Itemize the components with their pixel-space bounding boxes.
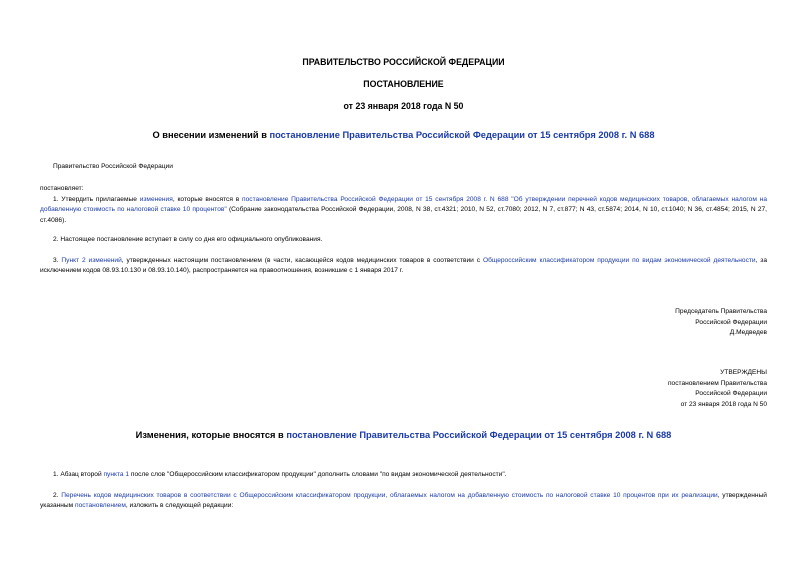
point-2-changes-link[interactable]: Пункт 2 изменений [61,257,122,264]
change-2-text-c: , изложить в следующей редакции: [125,502,234,510]
signature-org: Российской Федерации [695,318,767,326]
paragraph-3 [40,256,767,277]
document-date: от 23 января 2018 года N 50 [343,101,464,111]
paragraph-3-text-b: , утвержденных настоящим постановлением (в части, касающейся кодов медицинских товаров в соответствии с [121,257,483,264]
approval-block [668,368,767,410]
point-1-link[interactable]: пункта 1 [103,471,130,478]
change-2-text-a: 2. [53,492,62,499]
paragraph-2: 2. Настоящее постановление вступает в силу со дня его официального опубликования. [53,236,323,243]
document-type-heading: ПОСТАНОВЛЕНИЕ [363,79,444,89]
changes-title [0,430,807,440]
classifier-link[interactable]: Общероссийским классификатором продукции по видам экономической деятельности [482,257,756,264]
codes-list-link[interactable]: Перечень кодов медицинских товаров в соответствии с Общероссийским классификатором продукции, облагаемых налогом на добавленную стоимость по налоговой ставке 10 процентов при их реализации [61,492,718,499]
signature-position: Председатель Правительства [675,308,767,315]
changes-title-prefix: Изменения, которые вносятся в [135,430,287,440]
title-link[interactable]: постановление Правительства Российской Федерации от 15 сентября 2008 г. N 688 [269,130,655,140]
changes-title-link[interactable]: постановление Правительства Российской Федерации от 15 сентября 2008 г. N 688 [286,430,672,440]
paragraph-1-text-a: 1. Утвердить прилагаемые [53,196,140,203]
changes-link[interactable]: изменения [139,196,173,203]
change-2-text-b: , утвержденный указанным [40,492,767,510]
change-1-text-a: 1. Абзац второй [53,471,104,478]
paragraph-3-text-c: , за исключением кодов 08.93.10.130 и 08.93.10.140), распространяется на правоотношения, возникшие с 1 января 2017 г. [40,257,767,275]
approval-date: от 23 января 2018 года N 50 [680,400,767,408]
resolves-text: постановляет: [40,185,84,192]
signature-block [675,307,767,339]
document-title [0,130,807,140]
signature-name: Д.Медведев [729,329,767,337]
government-heading: ПРАВИТЕЛЬСТВО РОССИЙСКОЙ ФЕДЕРАЦИИ [302,57,505,67]
paragraph-1 [40,195,767,226]
paragraph-3-text-a: 3. [53,257,62,264]
paragraph-1-text-b: , которые вносятся в [172,196,243,203]
change-1-text-b: после слов "Общероссийским классификатором продукции" дополнить словами "по видам экономической деятельности". [129,471,507,478]
approval-org: Российской Федерации [695,390,767,398]
paragraph-1-text-c: (Собрание законодательства Российской Федерации, 2008, N 38, ст.4321; 2010, N 52, ст.7080; 2012, N 7, ст.877; N 43, ст.5874; 2014, N 10, ст.1040; N 36, ст.4854; 2015, N 27, ст.4086). [40,206,767,224]
resolution-688-link[interactable]: постановление Правительства Российской Федерации от 15 сентября 2008 г. N 688 "Об утверждении перечней кодов медицинских товаров, облагаемых налогом на добавленную стоимость по налоговой ставке 10 процентов" [40,196,767,214]
approval-status: УТВЕРЖДЕНЫ [720,369,767,376]
change-2 [40,491,767,512]
title-prefix: О внесении изменений в [152,130,270,140]
intro-text: Правительство Российской Федерации [53,163,173,170]
change-1 [53,470,507,480]
approval-by: постановлением Правительства [667,379,767,387]
resolution-link[interactable]: постановлением [75,502,126,510]
